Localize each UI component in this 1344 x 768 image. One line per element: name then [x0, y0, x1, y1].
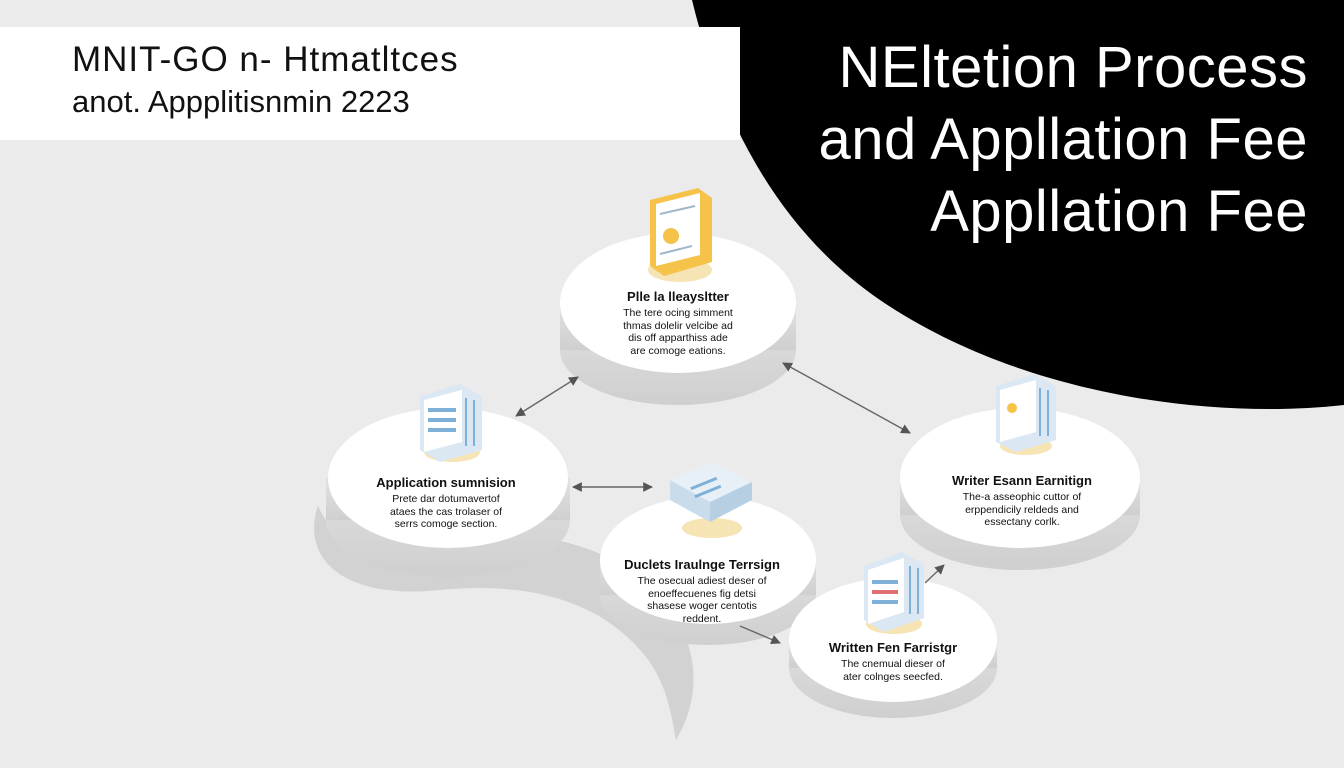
node-1-title: Plle la lleaysltter — [627, 289, 729, 304]
node-3-title: Writer Esann Earnitign — [952, 473, 1092, 488]
node-4-text — [612, 557, 792, 625]
yellow-folder-icon — [648, 188, 712, 282]
node-4-title: Duclets Iraulnge Terrsign — [624, 557, 780, 572]
stacked-papers-icon — [670, 462, 752, 538]
node-2-text — [356, 475, 536, 531]
node-2-description: Prete dar dotumavertof ataes the cas trolaser of serrs comoge section. — [389, 493, 503, 530]
header-title: MNIT-GO n- Htmatltces — [72, 40, 459, 79]
arrow-node5-node3 — [925, 565, 944, 583]
document-stack-icon — [996, 374, 1056, 455]
node-3-description: The-a asseophic cuttor of erppendicily reldeds and essectany corlk. — [962, 491, 1082, 528]
document-stack-icon — [864, 552, 924, 634]
hero-line-1: NEltetion Process — [838, 35, 1308, 100]
document-stack-icon — [420, 384, 482, 462]
node-1-text — [588, 289, 768, 357]
node-4-description: The osecual adiest deser of enoeffecuenes fig detsi shasese woger centotis reddent. — [637, 575, 767, 625]
node-3-text — [932, 473, 1112, 529]
node-1-description: The tere ocing simment thmas dolelir velcibe ad dis off apparthiss ade are comoge eations. — [623, 307, 733, 357]
node-5-title: Written Fen Farristgr — [828, 640, 958, 655]
arrow-node1-node3 — [783, 363, 910, 433]
header-subtitle: anot. Appplitisnmin 2223 — [72, 84, 410, 119]
hero-line-3: Appllation Fee — [930, 179, 1308, 244]
arrow-node2-node1 — [516, 377, 578, 416]
hero-line-2: and Appllation Fee — [818, 107, 1308, 172]
node-2-title: Application sumnision — [376, 475, 516, 490]
node-5-description: The cnemual dieser of ater colnges seecfed. — [841, 658, 945, 683]
hero-heading — [819, 32, 1308, 248]
node-5-text — [808, 640, 978, 683]
